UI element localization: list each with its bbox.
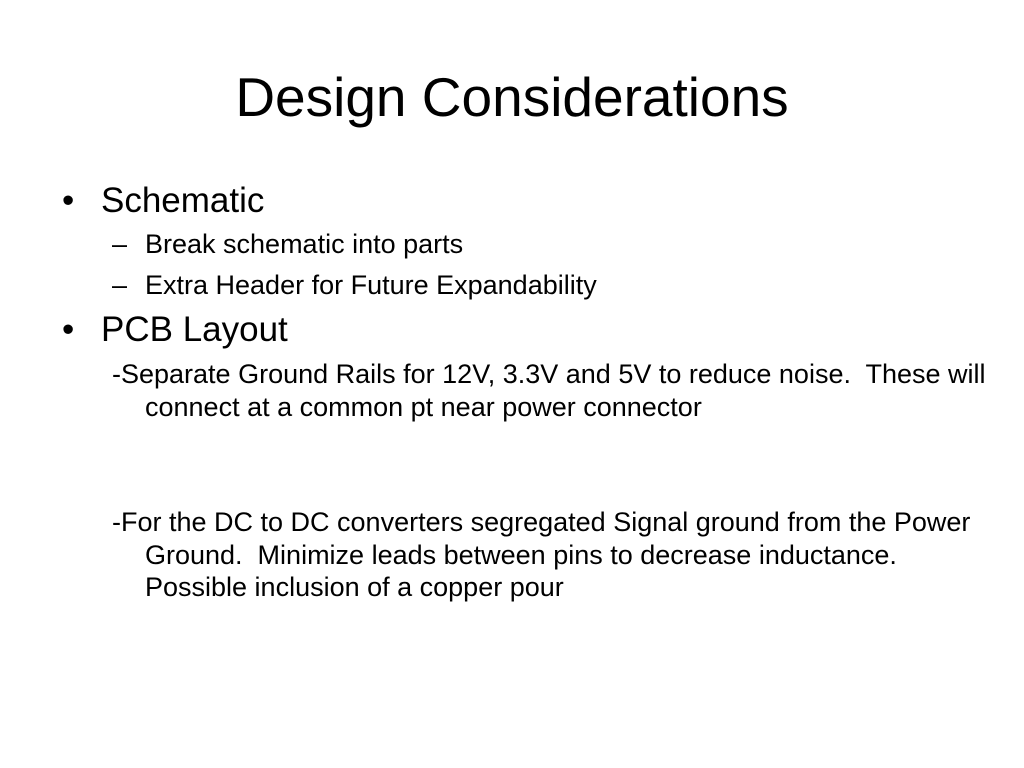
bullet-label: Schematic bbox=[101, 181, 265, 220]
bullet-dot: • bbox=[62, 310, 75, 349]
slide-title: Design Considerations bbox=[235, 66, 789, 128]
sub-bullet-text: Break schematic into parts bbox=[145, 229, 464, 259]
dash-marker: – bbox=[112, 229, 128, 259]
bullet-label: PCB Layout bbox=[101, 310, 288, 349]
bullet-dot: • bbox=[62, 181, 75, 220]
paragraph-ground-rails: -Separate Ground Rails for 12V, 3.3V and 5V to reduce noise. These will connect at a common pt near power connector bbox=[112, 359, 994, 422]
sub-bullet-text: Extra Header for Future Expandability bbox=[145, 270, 597, 300]
paragraph-dc-converters: -For the DC to DC converters segregated Signal ground from the Power Ground. Minimize leads between pins to decrease inductance. Possible inclusion of a copper pour bbox=[112, 507, 978, 602]
dash-marker: – bbox=[112, 270, 128, 300]
